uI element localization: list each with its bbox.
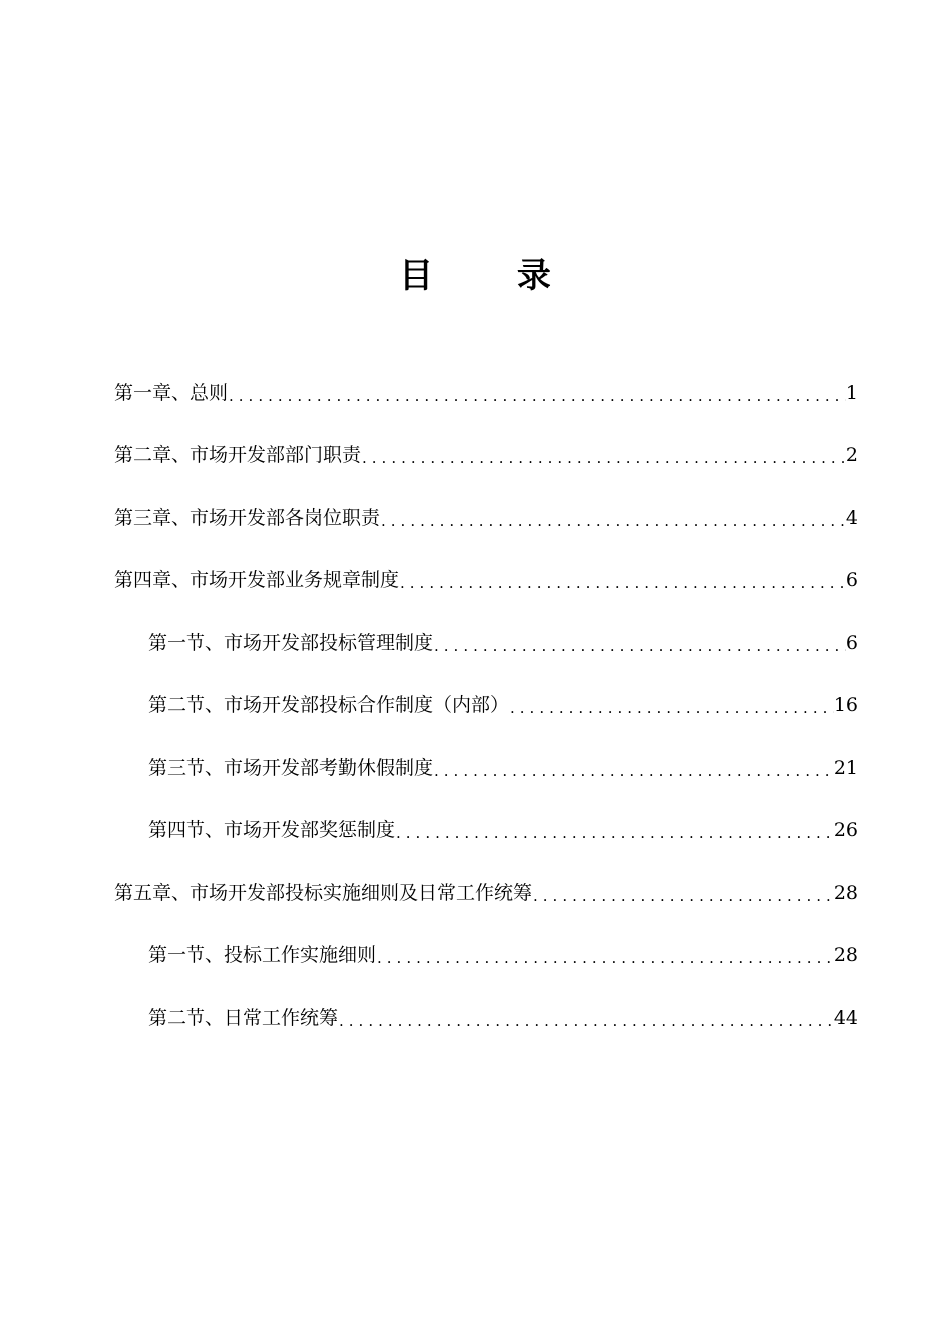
toc-entry-label: 第三节、市场开发部考勤休假制度 bbox=[148, 757, 434, 779]
toc-entry[interactable] bbox=[114, 878, 858, 908]
toc-entry-page: 16 bbox=[833, 694, 858, 716]
toc-entry-page: 28 bbox=[833, 944, 858, 966]
toc-entry-page: 2 bbox=[845, 444, 858, 466]
toc-dot-leader bbox=[433, 634, 846, 658]
toc-entry-page: 26 bbox=[833, 819, 858, 841]
toc-entry[interactable] bbox=[148, 628, 858, 658]
toc-entry-page: 44 bbox=[833, 1007, 858, 1029]
toc-dot-leader bbox=[361, 446, 846, 470]
toc-entry-page: 6 bbox=[845, 632, 858, 654]
toc-entry-label: 第四节、市场开发部奖惩制度 bbox=[148, 819, 396, 841]
toc-entry-page: 21 bbox=[833, 757, 858, 779]
toc-entry-page: 28 bbox=[833, 882, 858, 904]
toc-entry[interactable] bbox=[114, 440, 858, 470]
toc-entry-label: 第一节、投标工作实施细则 bbox=[148, 944, 377, 966]
toc-dot-leader bbox=[228, 384, 846, 408]
toc-entry[interactable] bbox=[148, 753, 858, 783]
toc-dot-leader bbox=[509, 696, 834, 720]
toc-entry[interactable] bbox=[114, 565, 858, 595]
toc-title: 目 录 bbox=[399, 256, 587, 296]
toc-entry[interactable] bbox=[114, 378, 858, 408]
toc-entry-label: 第二章、市场开发部部门职责 bbox=[114, 444, 362, 466]
toc-entry[interactable] bbox=[148, 815, 858, 845]
toc-entry-page: 6 bbox=[845, 569, 858, 591]
toc-entry-label: 第五章、市场开发部投标实施细则及日常工作统筹 bbox=[114, 882, 533, 904]
toc-dot-leader bbox=[380, 509, 846, 533]
toc-entry-label: 第二节、日常工作统筹 bbox=[148, 1007, 339, 1029]
toc-entry[interactable] bbox=[148, 690, 858, 720]
toc-dot-leader bbox=[395, 821, 834, 845]
toc-dot-leader bbox=[532, 884, 834, 908]
toc-entry[interactable] bbox=[148, 1003, 858, 1033]
toc-entry-label: 第三章、市场开发部各岗位职责 bbox=[114, 507, 381, 529]
toc-entry-label: 第一章、总则 bbox=[114, 382, 229, 404]
toc-dot-leader bbox=[399, 571, 846, 595]
toc-dot-leader bbox=[433, 759, 834, 783]
toc-entry-label: 第一节、市场开发部投标管理制度 bbox=[148, 632, 434, 654]
toc-entry-page: 4 bbox=[845, 507, 858, 529]
toc-entry[interactable] bbox=[114, 503, 858, 533]
toc-entry-label: 第二节、市场开发部投标合作制度（内部） bbox=[148, 694, 510, 716]
toc-entry[interactable] bbox=[148, 940, 858, 970]
toc-dot-leader bbox=[376, 946, 834, 970]
toc-entry-label: 第四章、市场开发部业务规章制度 bbox=[114, 569, 400, 591]
toc-dot-leader bbox=[338, 1009, 834, 1033]
toc-entry-page: 1 bbox=[845, 382, 858, 404]
